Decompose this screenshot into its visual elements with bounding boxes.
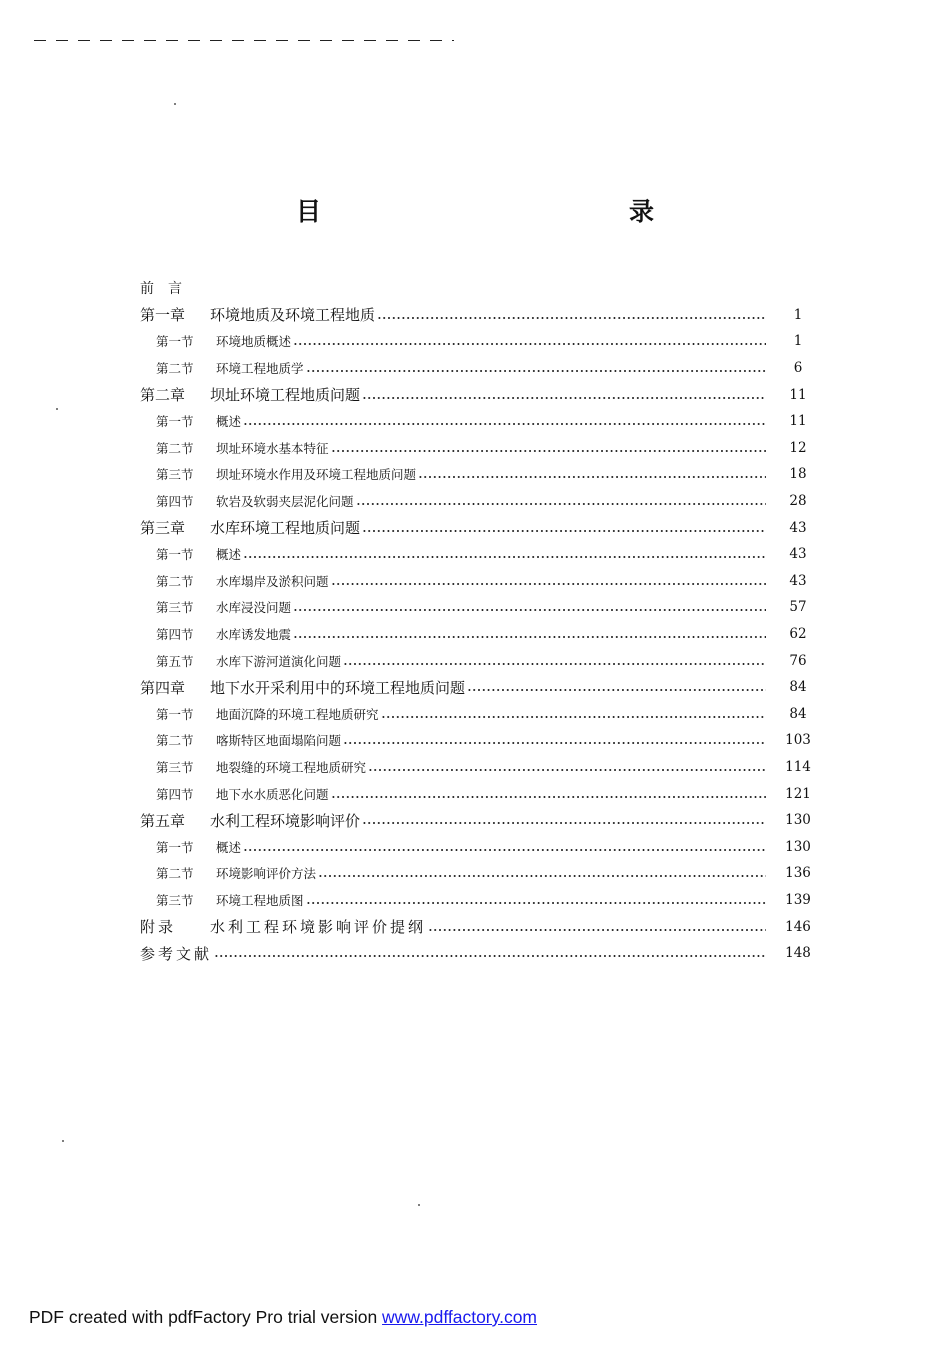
dot-leader <box>331 796 766 798</box>
dot-leader <box>331 450 766 452</box>
toc-entry-title: 软岩及软弱夹层泥化问题 <box>216 494 354 510</box>
toc-entry-section <box>140 727 820 754</box>
dot-leader <box>362 397 766 399</box>
toc-entry-page: 146 <box>785 918 811 935</box>
toc-entry-page: 11 <box>789 386 807 403</box>
toc-entry-number: 第四节 <box>156 786 194 802</box>
toc-entry-appendix <box>140 940 820 967</box>
toc-entry-label <box>140 492 354 510</box>
toc-entry-title: 参考文献 <box>140 944 213 963</box>
toc-entry-page: 18 <box>789 466 807 483</box>
toc-entry-section <box>140 621 820 648</box>
toc-entry-section <box>140 780 820 807</box>
toc-entry-title: 水库下游河道演化问题 <box>216 653 342 669</box>
toc-entry-number: 第二章 <box>140 386 186 405</box>
toc-entry-page: 28 <box>789 493 807 510</box>
dot-leader <box>418 476 766 478</box>
toc-entry-label <box>140 304 375 325</box>
toc-entry-label <box>140 439 329 457</box>
toc-entry-number: 第一节 <box>156 414 194 430</box>
scan-speck <box>62 1140 64 1142</box>
scan-speck <box>56 408 58 410</box>
scan-speck <box>174 103 176 105</box>
toc-entry-appendix <box>140 913 820 940</box>
toc-entry-page: 43 <box>789 519 807 536</box>
toc-entry-section <box>140 754 820 781</box>
toc-entry-number: 第一节 <box>156 706 194 722</box>
toc-entry-title: 概述 <box>216 414 242 430</box>
toc-entry-label <box>140 677 465 698</box>
toc-entry-label <box>140 916 426 937</box>
dot-leader <box>306 902 766 904</box>
toc-entry-section <box>140 408 820 435</box>
dot-leader <box>343 742 766 744</box>
toc-entry-number: 附录 <box>140 918 177 937</box>
toc-entry-section <box>140 594 820 621</box>
dot-leader <box>428 929 766 931</box>
toc-entry-page: 103 <box>785 732 811 749</box>
toc-entry-label <box>140 652 341 670</box>
toc-entry-number: 第三章 <box>140 519 186 538</box>
toc-entry-title: 地下水开采利用中的环境工程地质问题 <box>210 678 466 697</box>
toc-entry-label <box>140 412 241 430</box>
toc-entry-page: 130 <box>785 812 811 829</box>
toc-entry-label <box>140 359 304 377</box>
toc-entry-title: 环境工程地质图 <box>216 892 304 908</box>
toc-entry-title: 喀斯特区地面塌陷问题 <box>216 733 342 749</box>
toc-foreword <box>140 275 820 302</box>
toc-entry-label <box>140 332 291 350</box>
toc-entry-chapter <box>140 514 820 541</box>
toc-entry-label <box>140 625 291 643</box>
toc-entry-number: 第一节 <box>156 547 194 563</box>
toc-entry-title: 地下水水质恶化问题 <box>216 786 329 802</box>
toc-entry-title: 地裂缝的环境工程地质研究 <box>216 759 367 775</box>
dot-leader <box>362 822 766 824</box>
toc-entry-page: 148 <box>785 945 811 962</box>
toc-entry-label <box>140 810 360 831</box>
toc-entry-number: 第二节 <box>156 440 194 456</box>
toc-entry-page: 84 <box>789 679 807 696</box>
dot-leader <box>214 955 766 957</box>
toc-entry-chapter <box>140 381 820 408</box>
toc-entry-label <box>140 864 316 882</box>
dot-leader <box>293 636 766 638</box>
top-dashed-rule <box>34 26 454 42</box>
toc-entry-label <box>140 943 212 964</box>
toc-entry-number: 第五章 <box>140 811 186 830</box>
toc-entry-number: 第一章 <box>140 306 186 325</box>
toc-entry-page: 114 <box>785 758 811 775</box>
foreword-label: 前 言 <box>140 281 182 298</box>
page-title: 目 录 <box>295 197 740 226</box>
dot-leader <box>356 503 766 505</box>
toc-entry-label <box>140 758 366 776</box>
toc-entry-page: 62 <box>789 626 807 643</box>
toc-entry-label <box>140 731 341 749</box>
toc-entry-number: 第四章 <box>140 678 186 697</box>
dot-leader <box>368 769 766 771</box>
toc-entry-section <box>140 647 820 674</box>
dot-leader <box>318 875 766 877</box>
table-of-contents <box>140 275 820 966</box>
toc-entry-title: 环境地质及环境工程地质 <box>210 306 376 325</box>
toc-entry-title: 水库诱发地震 <box>216 627 292 643</box>
dot-leader <box>243 849 766 851</box>
toc-entry-page: 84 <box>789 705 807 722</box>
toc-entry-number: 第一节 <box>156 334 194 350</box>
toc-entry-section <box>140 568 820 595</box>
toc-entry-page: 57 <box>789 599 807 616</box>
toc-entry-number: 第三节 <box>156 892 194 908</box>
toc-entry-number: 第二节 <box>156 361 194 377</box>
toc-entry-number: 第二节 <box>156 573 194 589</box>
toc-entry-section <box>140 541 820 568</box>
toc-entry-section <box>140 887 820 914</box>
dot-leader <box>331 583 766 585</box>
toc-entry-page: 76 <box>789 652 807 669</box>
toc-entry-title: 坝址环境工程地质问题 <box>210 386 361 405</box>
toc-entry-section <box>140 435 820 462</box>
toc-entry-label <box>140 598 291 616</box>
toc-entry-page: 139 <box>785 891 811 908</box>
dot-leader <box>293 609 766 611</box>
toc-entry-label <box>140 384 360 405</box>
toc-entry-page: 121 <box>785 785 811 802</box>
toc-entries <box>140 302 820 967</box>
dot-leader <box>243 423 766 425</box>
toc-entry-title: 水利工程环境影响评价 <box>210 811 361 830</box>
toc-entry-page: 1 <box>793 306 803 323</box>
toc-entry-number: 第二节 <box>156 733 194 749</box>
dot-leader <box>381 716 766 718</box>
toc-entry-title: 水库塌岸及淤积问题 <box>216 573 329 589</box>
footer-text: PDF created with pdfFactory Pro trial version <box>29 1307 383 1327</box>
toc-entry-label <box>140 891 304 909</box>
footer-link[interactable]: www.pdffactory.com <box>382 1307 538 1327</box>
toc-entry-title: 坝址环境水基本特征 <box>216 440 329 456</box>
toc-entry-number: 第五节 <box>156 653 194 669</box>
toc-entry-section <box>140 701 820 728</box>
toc-entry-number: 第四节 <box>156 494 194 510</box>
toc-entry-section <box>140 860 820 887</box>
toc-entry-label <box>140 705 379 723</box>
toc-entry-page: 136 <box>785 865 811 882</box>
toc-entry-chapter <box>140 302 820 329</box>
toc-entry-title: 环境工程地质学 <box>216 361 304 377</box>
toc-entry-section <box>140 833 820 860</box>
dot-leader <box>343 663 766 665</box>
toc-entry-title: 概述 <box>216 839 242 855</box>
toc-entry-section <box>140 355 820 382</box>
toc-entry-number: 第三节 <box>156 467 194 483</box>
toc-entry-label <box>140 517 360 538</box>
toc-entry-label <box>140 465 416 483</box>
dot-leader <box>467 689 766 691</box>
toc-entry-number: 第四节 <box>156 627 194 643</box>
toc-entry-page: 130 <box>785 838 811 855</box>
toc-entry-section <box>140 328 820 355</box>
toc-entry-title: 环境影响评价方法 <box>216 866 317 882</box>
scan-speck <box>418 1204 420 1206</box>
dot-leader <box>306 370 766 372</box>
toc-entry-number: 第三节 <box>156 600 194 616</box>
toc-entry-label <box>140 572 329 590</box>
toc-entry-label <box>140 838 241 856</box>
toc-entry-page: 11 <box>789 413 807 430</box>
toc-entry-section <box>140 488 820 515</box>
toc-entry-title: 概述 <box>216 547 242 563</box>
toc-entry-title: 环境地质概述 <box>216 334 292 350</box>
toc-entry-title: 地面沉降的环境工程地质研究 <box>216 706 379 722</box>
dot-leader <box>293 343 766 345</box>
toc-entry-section <box>140 461 820 488</box>
toc-entry-number: 第二节 <box>156 866 194 882</box>
dot-leader <box>377 317 766 319</box>
dot-leader <box>362 530 766 532</box>
toc-entry-page: 43 <box>789 546 807 563</box>
toc-entry-label <box>140 785 329 803</box>
toc-entry-chapter <box>140 674 820 701</box>
toc-entry-chapter <box>140 807 820 834</box>
pdf-footer <box>29 1307 537 1328</box>
dot-leader <box>243 556 766 558</box>
toc-entry-page: 12 <box>789 439 807 456</box>
toc-entry-page: 43 <box>789 572 807 589</box>
toc-entry-number: 第三节 <box>156 759 194 775</box>
toc-entry-page: 1 <box>793 333 803 350</box>
toc-entry-title: 坝址环境水作用及环境工程地质问题 <box>216 467 417 483</box>
toc-entry-title: 水库浸没问题 <box>216 600 292 616</box>
toc-entry-title: 水利工程环境影响评价提纲 <box>210 918 427 937</box>
toc-entry-page: 6 <box>793 360 803 377</box>
toc-entry-number: 第一节 <box>156 839 194 855</box>
toc-entry-title: 水库环境工程地质问题 <box>210 519 361 538</box>
toc-entry-label <box>140 545 241 563</box>
